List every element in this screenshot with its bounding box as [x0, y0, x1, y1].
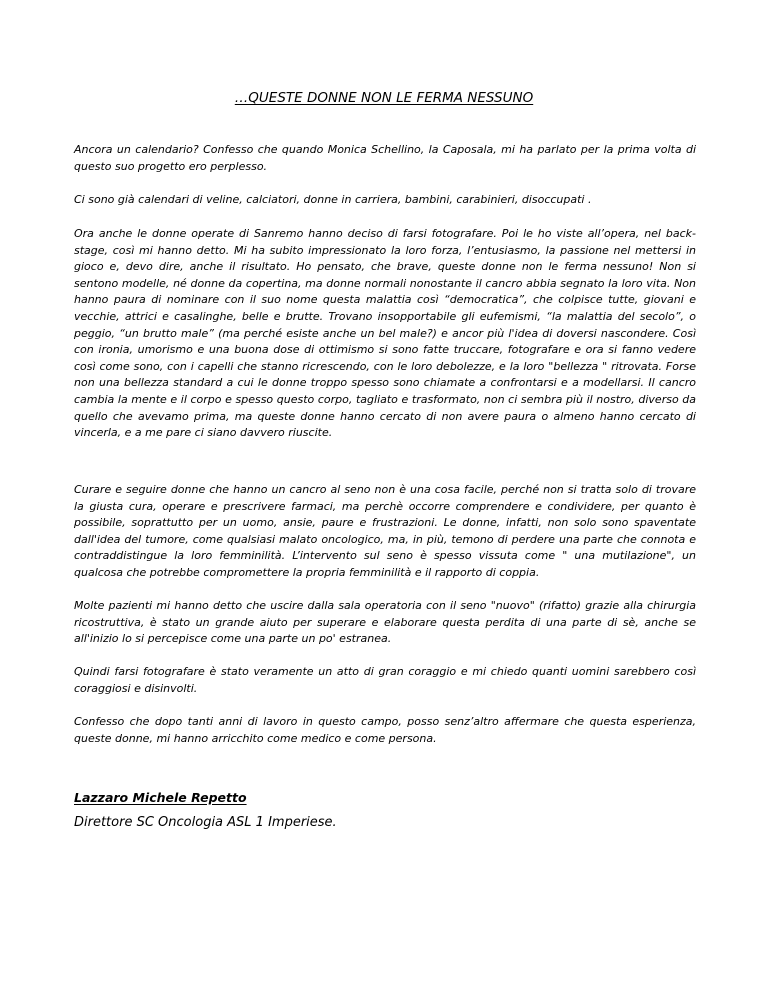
author-signature: Lazzaro Michele Repetto [74, 790, 247, 805]
paragraph-patients: Molte pazienti mi hanno detto che uscire dalla sala operatoria con il seno "nuovo" (rifatto) grazie alla chirurgia ricostruttiva, è stato un grande aiuto per superare e elaborare questa perdita di una parte di sè, anche se all'inizio lo si percepisce come una parte un po' estranea. [74, 599, 696, 646]
paragraph-care: Curare e seguire donne che hanno un cancro al seno non è una cosa facile, perché non si tratta solo di trovare la giusta cura, operare e prescrivere farmaci, ma perchè occorre comprendere e condividere, per quanto è possibile, soprattutto per un uomo, ansie, paure e frustrazioni. Le donne, infatti, non solo sono spaventate dall'idea del tumore, come qualsiasi malato oncologico, ma, in più, temono di perdere una parte che connota e contraddistingue la loro femminilità. L’intervento sul seno è spesso vissuta come " una mutilazione", un qualcosa che potrebbe compromettere la propria femminilità e il rapporto di coppia. [74, 483, 696, 579]
paragraph-conclusion: Confesso che dopo tanti anni di lavoro in questo campo, posso senz’altro affermare che questa esperienza, queste donne, mi hanno arricchito come medico e come persona. [74, 715, 696, 745]
paragraph-women: Ora anche le donne operate di Sanremo hanno deciso di farsi fotografare. Poi le ho viste all’opera, nel back-stage, così mi hanno detto. Mi ha subito impressionato la loro forza, l’entusiasmo, la passione nel mettersi in gioco e, devo dire, anche il risultato. Ho pensato, che brave, queste donne non le ferma nessuno! Non si sentono modelle, né donne da copertina, ma donne normali nonostante il cancro abbia segnato la loro vita. Non hanno paura di nominare con il suo nome questa malattia così “democratica”, che colpisce tutte, giovani e vecchie, attrici e casalinghe, belle e brutte. Trovano insopportabile gli eufemismi, “la malattia del secolo”, o peggio, “un brutto male” (ma perché esiste anche un bel male?) e ancor più l'idea di doversi nascondere. Così con ironia, umorismo e una buona dose di ottimismo si sono fatte truccare, fotografare e ora si fanno vedere così come sono, con i capelli che stanno ricrescendo, con le loro debolezze, e la loro "bellezza " ritrovata. Forse non una bellezza standard a cui le donne troppo spesso sono chiamate a confrontarsi e a modellarsi. Il cancro cambia la mente e il corpo e spesso questo corpo, tagliato e trasformato, non ci sembra più il nostro, diverso da quello che avevamo prima, ma queste donne hanno cercato di non avere paura o almeno hanno cercato di vincerla, e a me pare ci siano davvero riuscite. [74, 227, 696, 440]
document-title: …QUESTE DONNE NON LE FERMA NESSUNO [234, 90, 534, 106]
paragraph-intro: Ancora un calendario? Confesso che quando Monica Schellino, la Caposala, mi ha parlato per la prima volta di questo suo progetto ero perplesso. [74, 143, 696, 173]
paragraph-courage: Quindi farsi fotografare è stato veramente un atto di gran coraggio e mi chiedo quanti uomini sarebbero così coraggiosi e disinvolti. [74, 665, 696, 695]
author-role: Direttore SC Oncologia ASL 1 Imperiese. [74, 815, 337, 830]
paragraph-calendars: Ci sono già calendari di veline, calciatori, donne in carriera, bambini, carabinieri, disoccupati . [74, 193, 592, 206]
